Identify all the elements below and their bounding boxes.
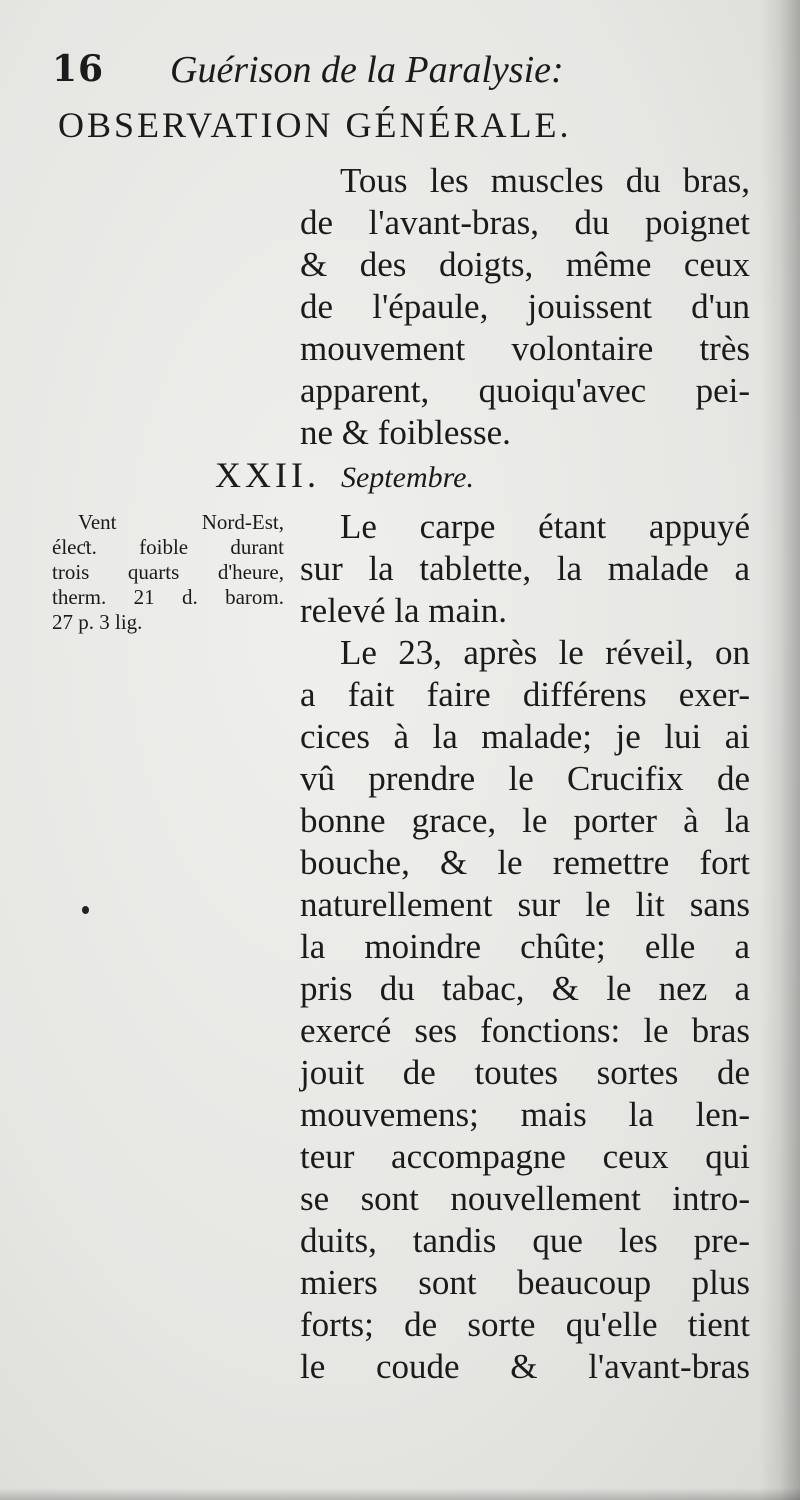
text-line: de l'épaule, jouissent d'un: [300, 287, 750, 326]
text-line: duits, tandis que les pre-: [300, 1221, 750, 1260]
margin-line: trois quarts d'heure,: [52, 560, 284, 584]
page-gutter-shadow: [760, 0, 800, 1500]
text-line: & des doigts, même ceux: [300, 245, 750, 284]
text-line: Tous les muscles du bras,: [340, 161, 750, 200]
text-line: miers sont beaucoup plus: [300, 1263, 750, 1302]
section-title: OBSERVATION GÉNÉRALE.: [58, 105, 572, 145]
paragraph-3: [300, 632, 750, 1388]
text-line: Le 23, après le réveil, on: [340, 633, 750, 672]
margin-line: Vent Nord-Est,: [78, 510, 284, 534]
text-line: jouit de toutes sortes de: [300, 1053, 750, 1092]
text-line: sur la tablette, la malade a: [300, 549, 750, 588]
margin-note: [52, 510, 284, 635]
entry-numeral: XXII.: [215, 455, 320, 495]
paragraph-2: [300, 506, 750, 632]
text-line: naturellement sur le lit sans: [300, 885, 750, 924]
text-line: teur accompagne ceux qui: [300, 1137, 750, 1176]
text-line: bouche, & le remettre fort: [300, 843, 750, 882]
margin-line: therm. 21 d. barom.: [52, 585, 284, 609]
text-line: exercé ses fonctions: le bras: [300, 1011, 750, 1050]
text-line: cices à la malade; je lui ai: [300, 717, 750, 756]
text-line: mouvement volontaire très: [300, 329, 750, 368]
text-line: vû prendre le Crucifix de: [300, 759, 750, 798]
page-bottom-shadow: [0, 1488, 800, 1500]
entry-month: Septembre.: [340, 461, 474, 494]
text-line: pris du tabac, & le nez a: [300, 969, 750, 1008]
text-line: le coude & l'avant-bras: [300, 1347, 750, 1386]
page-number: 16: [52, 48, 105, 90]
running-header: [50, 48, 750, 100]
text-line: relevé la main.: [300, 591, 507, 630]
text-line: apparent, quoiqu'avec pei-: [300, 371, 750, 410]
margin-line: éleƈt. foible durant: [52, 535, 284, 559]
paragraph-1: [300, 160, 750, 454]
text-line: ne & foiblesse.: [300, 413, 511, 452]
running-title: Guérison de la Paralysie:: [170, 49, 564, 91]
entry-heading: [215, 454, 474, 496]
ink-spot: [82, 906, 89, 914]
text-line: bonne grace, le porter à la: [300, 801, 750, 840]
text-line: Le carpe étant appuyé: [340, 507, 750, 546]
text-line: forts; de sorte qu'elle tient: [300, 1305, 750, 1344]
text-line: mouvemens; mais la len-: [300, 1095, 750, 1134]
text-line: de l'avant-bras, du poignet: [300, 203, 750, 242]
text-line: a fait faire différens exer-: [300, 675, 750, 714]
margin-line: 27 p. 3 lig.: [52, 610, 143, 634]
text-line: se sont nouvellement intro-: [300, 1179, 750, 1218]
text-line: la moindre chûte; elle a: [300, 927, 750, 966]
